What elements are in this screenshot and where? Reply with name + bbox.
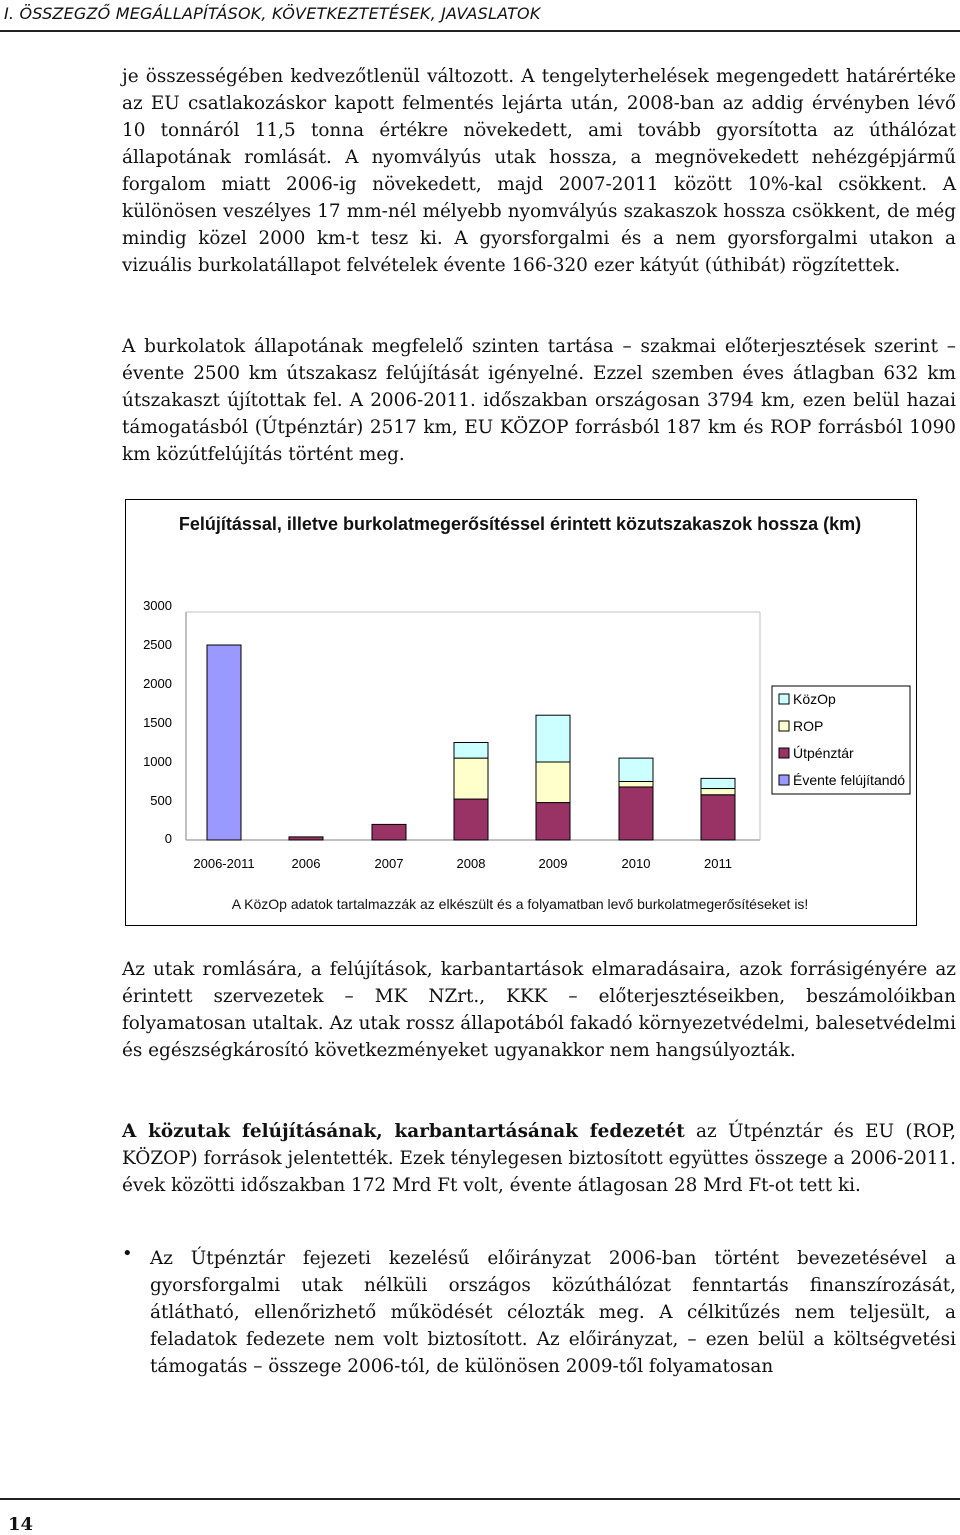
bar-útpénztár (289, 837, 323, 840)
page-number: 14 (8, 1514, 34, 1535)
bar-útpénztár (619, 787, 653, 840)
legend-label: Évente felújítandó (793, 772, 906, 788)
header-title: I. ÖSSZEGZŐ MEGÁLLAPÍTÁSOK, KÖVETKEZTETÉSEK, JAVASLATOK (4, 4, 541, 23)
paragraph-4-bold: A közutak felújításának, karbantartásának fedezetét (122, 1121, 685, 1142)
bar-évente-felújítandó (207, 645, 241, 840)
chart-note: A KözOp adatok tartalmazzák az elkészült és a folyamatban levő burkolatmegerősítéseket is! (231, 896, 809, 912)
x-tick-label: 2006-2011 (193, 856, 255, 871)
x-tick-label: 2009 (538, 856, 568, 871)
y-tick-label: 1000 (143, 754, 172, 769)
x-tick-label: 2008 (456, 856, 486, 871)
paragraph-5: Az Útpénztár fejezeti kezelésű előirányzat 2006-ban történt bevezetésével a gyorsforgalmi utak nélküli országos közúthálózat fenntartás finanszírozását, átlátható, ellenőrizhető működését célozták meg. A célkitűzés nem teljesült, a feladatok fedezete nem volt biztosított. Az előirányzat, – ezen belül a költségvetési támogatás – összege 2006-tól, de különösen 2009-től folyamatosan (150, 1248, 956, 1377)
page-footer (0, 1498, 960, 1535)
y-tick-label: 2000 (143, 676, 172, 691)
legend-label: Útpénztár (793, 745, 854, 761)
bar-rop (619, 782, 653, 787)
chart-title: Felújítással, illetve burkolatmegerősítéssel érintett közutszakaszok hossza (km) (178, 514, 862, 534)
legend-swatch (779, 694, 789, 704)
x-tick-label: 2006 (291, 856, 321, 871)
paragraph-4 (122, 1118, 956, 1199)
bar-rop (536, 762, 570, 803)
bar-közop (454, 743, 488, 759)
legend-swatch (779, 748, 789, 758)
bar-útpénztár (372, 824, 406, 840)
legend-swatch (779, 775, 789, 785)
y-tick-label: 3000 (143, 598, 172, 613)
x-tick-label: 2007 (374, 856, 404, 871)
bar-közop (619, 758, 653, 781)
legend-swatch (779, 721, 789, 731)
legend-label: ROP (793, 718, 824, 734)
bar-útpénztár (701, 795, 735, 840)
bar-rop (701, 789, 735, 795)
paragraph-4-rest: az Útpénztár és EU (ROP, KÖZOP) források jelentették. Ezek ténylegesen biztosított együttes összege a 2006-2011. évek közötti időszakban 172 Mrd Ft volt, évente átlagosan 28 Mrd Ft-ot tett ki. (122, 1121, 957, 1196)
bar-útpénztár (536, 803, 570, 840)
bar-útpénztár (454, 799, 488, 840)
bar-rop (454, 758, 488, 799)
y-tick-label: 2500 (143, 637, 172, 652)
y-tick-label: 0 (164, 831, 172, 846)
bullet-marker: • (122, 1243, 133, 1264)
paragraph-1: je összességében kedvezőtlenül változott. A tengelyterhelések megengedett határértéke az EU csatlakozáskor kapott felmentés lejárta után, 2008-ban az addig érvényben lévő 10 tonnáról 11,5 tonna értékre növekedett, ami tovább gyorsította az úthálózat állapotának romlását. A nyomvályús utak hossza, a megnövekedett nehézgépjármű forgalom miatt 2006-ig növekedett, majd 2007-2011 között 10%-kal csökkent. A különösen veszélyes 17 mm-nél mélyebb nyomvályús szakaszok hossza csökkent, de még mindig közel 2000 km-t tesz ki. A gyorsforgalmi és a nem gyorsforgalmi utakon a vizuális burkolatállapot felvételek évente 166-320 ezer kátyút (úthibát) rögzítettek. (122, 66, 956, 276)
x-tick-label: 2011 (704, 856, 732, 871)
legend-label: KözOp (793, 691, 836, 707)
y-tick-label: 1500 (143, 715, 172, 730)
bar-közop (536, 715, 570, 762)
y-tick-label: 500 (150, 793, 172, 808)
paragraph-3: Az utak romlására, a felújítások, karbantartások elmaradásaira, azok forrásigényére az érintett szervezetek – MK NZrt., KKK – előterjesztéseikben, beszámolóikban folyamatosan utaltak. Az utak rossz állapotából fakadó környezetvédelmi, balesetvédelmi és egészségkárosító következményeket ugyanakkor nem hangsúlyozták. (122, 959, 956, 1061)
x-tick-label: 2010 (621, 856, 651, 871)
paragraph-2: A burkolatok állapotának megfelelő szinten tartása – szakmai előterjesztések szerint – évente 2500 km útszakasz felújítását igényelné. Ezzel szemben éves átlagban 632 km útszakaszt újítottak fel. A 2006-2011. időszakban országosan 3794 km, ezen belül hazai támogatásból (Útpénztár) 2517 km, EU KÖZOP forrásból 187 km és ROP forrásból 1090 km közútfelújítás történt meg. (122, 336, 956, 465)
bar-közop (701, 778, 735, 788)
